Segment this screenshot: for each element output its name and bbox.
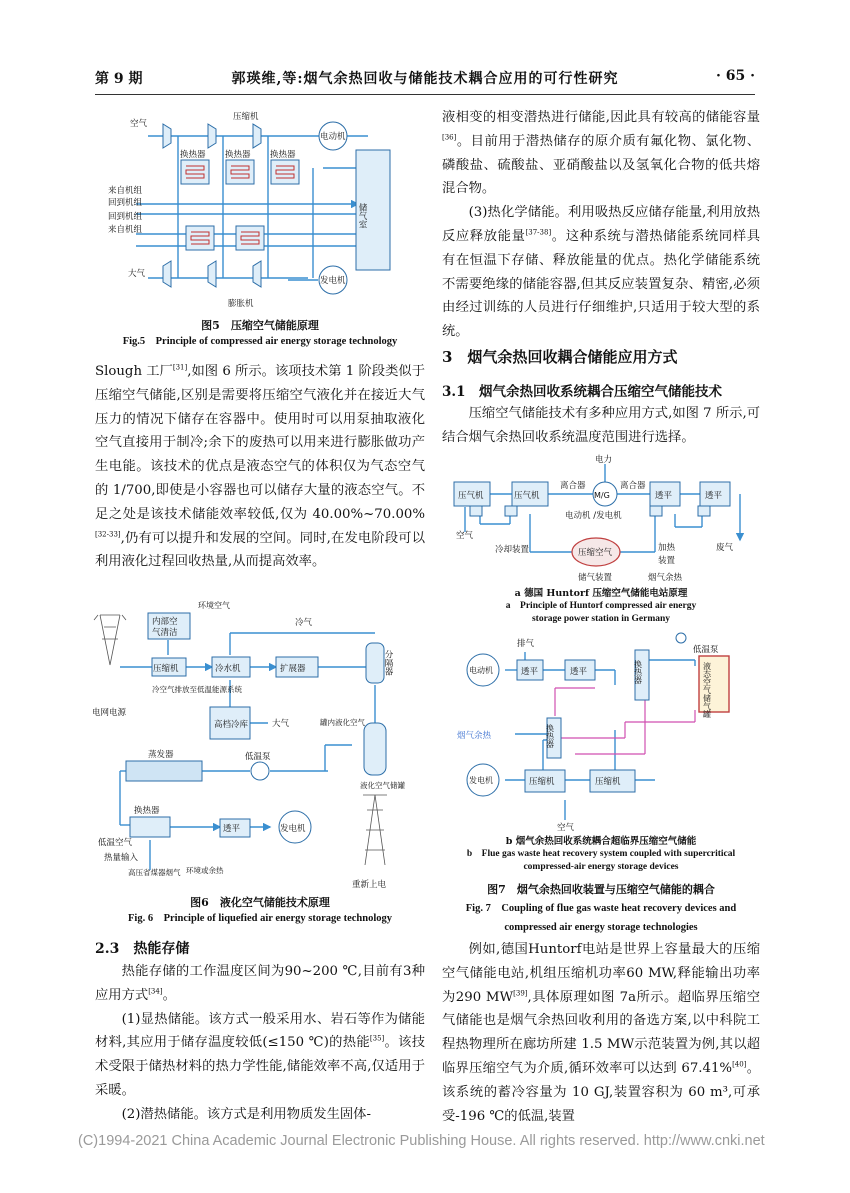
fig7-cap-en1: Fig. 7 Coupling of flue gas waste heat recovery devices and	[465, 903, 737, 914]
ref-36: [36]	[442, 133, 457, 142]
ref-34: [34]	[148, 987, 163, 996]
fig7b-gen-label: 发电机	[469, 776, 493, 785]
fig6-evap-label: 蒸发器	[148, 750, 174, 760]
section-3-1: 3.1 烟气余热回收系统耦合压缩空气储能技术	[442, 384, 722, 400]
fig6-cold-air-label: 冷气	[295, 618, 313, 628]
fig6-smoke-label: 高压省煤器烟气	[128, 868, 181, 877]
copyright-footer: (C)1994-2021 China Academic Journal Electronic Publishing House. All rights reserved. http://www.cnki.net	[78, 1133, 765, 1149]
lb-p2: (1)显热储能。该方式一般采用水、岩石等作为储能材料,其应用于储存温度较低(≤150 ℃)的热能	[95, 1011, 425, 1051]
fig6-caption-en: Fig. 6 Principle of liquefied air energy storage technology	[127, 913, 393, 924]
fig5-ret2-label: 回到机组	[108, 212, 143, 222]
left-paragraph	[95, 360, 425, 574]
fig7b-exhaust-label: 排气	[517, 639, 535, 649]
lb-p1end: 。	[162, 987, 176, 1003]
fig6-clean-label2: 气清洁	[152, 628, 178, 638]
fig6-regrid-label: 重新上电	[352, 880, 387, 890]
ref-31: [31]	[172, 363, 188, 372]
fig6-turb-label: 透平	[223, 824, 241, 834]
fig5-caption-cn: 图5 压缩空气储能原理	[201, 319, 319, 332]
section-2-3: 2.3 热能存储	[95, 941, 190, 957]
fig7a-c1-label: 压气机	[458, 491, 484, 501]
fig7a-caption	[442, 587, 760, 626]
fig5-ret1-label: 回到机组	[108, 198, 143, 208]
running-title: 郭瑛维,等:烟气余热回收与储能技术耦合应用的可行性研究	[231, 71, 619, 87]
fig7a-heatdev-label: 加热	[658, 543, 676, 553]
fig7b-hx2-label: 换热器	[545, 724, 555, 748]
fig6-heat-label: 热量输入	[104, 853, 139, 863]
fig5-diagram	[108, 108, 413, 313]
fig5-from1-label: 来自机组	[108, 186, 143, 196]
fig7b-comp1-label: 压缩机	[529, 777, 555, 787]
fig6-sep-label: 分隔器	[383, 650, 393, 676]
fig7a-mix1-label: 离合器	[560, 481, 586, 491]
fig7a-waste-label: 烟气余热	[648, 573, 683, 583]
fig7a-mg-label: M/G	[594, 491, 610, 500]
fig7b-cap-en1: b Flue gas waste heat recovery system coupled with supercritical	[466, 849, 736, 859]
fig6-atm-label: 大气	[272, 719, 290, 729]
fig7a-motorgen-label: 电动机 /发电机	[565, 511, 622, 521]
left-p1b: ,如图 6 所示。该项技术第 1 阶段类似于压缩空气储能,区别是需要将压缩空气液化并在接近大气压力的情况下储存在容器中。使用时可以用泵抽取液化空气直接用于制冷;余下的废热可以用来进行膨胀做功产生电能。该技术的优点是液态空气的体积仅为气态空气的 1/700,即使是小容器也可以储存大量的液态空气。不足之处是该技术储能效率较低,仅为 40.00%~70.00%	[95, 364, 425, 522]
fig7a-storedev-label: 储气装置	[578, 573, 613, 583]
fig5-caption	[95, 318, 425, 350]
fig7b-hx1-label: 换热器	[633, 660, 643, 684]
fig7b-lowpump-label: 低温泵	[693, 645, 719, 655]
fig5-motor-label: 电动机	[320, 132, 346, 142]
fig7b-diagram	[455, 630, 755, 835]
fig5-from2-label: 来自机组	[108, 225, 143, 235]
fig7b-motor-label: 电动机	[469, 666, 493, 675]
fig7a-air-label: 空气	[456, 531, 474, 541]
rb-p1: 例如,德国Huntorf电站是世界上容量最大的压缩空气储能电站,机组压缩机功率60 MW,释能输出功率为290 MW	[442, 942, 760, 1005]
fig7a-heatdev-label2: 装置	[658, 556, 676, 566]
fig5-gen-label: 发电机	[320, 276, 346, 286]
fig6-store-label: 高档冷库	[214, 720, 249, 730]
fig5-hx2-label: 换热器	[225, 150, 251, 160]
fig7b-cap-en2: compressed-air energy storage devices	[523, 862, 679, 872]
fig6-lowair-label: 低温空气	[98, 838, 133, 848]
fig5-expander-label: 膨胀机	[228, 299, 254, 309]
fig7-cap-en2: compressed air energy storage technologies	[504, 922, 698, 933]
fig6-caption-cn: 图6 液化空气储能技术原理	[190, 896, 330, 909]
fig7-cap-cn: 图7 烟气余热回收装置与压缩空气储能的耦合	[487, 883, 715, 896]
fig6-pump-label: 低温泵	[245, 752, 271, 762]
fig7b-waste-label: 烟气余热	[457, 731, 492, 741]
rt-p2: (3)热化学储能。利用吸热反应储存能量,利用放热反应释放能量	[442, 205, 760, 244]
fig7b-air-label: 空气	[557, 823, 575, 833]
rt-p1b: 。目前用于潜热储存的原介质有氟化物、氯化物、磷酸盐、硫酸盐、亚硝酸盐以及氢氧化合物的低共熔混合物。	[442, 133, 760, 197]
fig7b-t2-label: 透平	[570, 667, 588, 677]
lb-p2end: 。该技术受限于储热材料的热力学性能,储能效率不高,仅适用于采暖。	[95, 1035, 425, 1098]
fig5-storage-label: 储气室	[357, 203, 367, 229]
section-3: 3 烟气余热回收耦合储能应用方式	[442, 348, 678, 366]
right-bottom-text	[442, 938, 760, 1128]
right-top-text	[442, 106, 760, 344]
fig7a-flue-label: 废气	[716, 543, 734, 553]
left-bottom-text	[95, 960, 425, 1127]
fig6-env-air-label: 环境空气	[198, 601, 230, 610]
fig7a-t1-label: 透平	[655, 491, 673, 501]
ref-37-38: [37-38]	[525, 228, 552, 237]
header-rule	[95, 94, 755, 95]
issue-number: 第 9 期	[95, 71, 143, 87]
fig6-hx-label: 换热器	[134, 806, 160, 816]
rb-p1c: 。该系统的蓄冷容量为 10 GJ,装置容积为 60 m³,可承受-196 ℃的低温,装置	[442, 1060, 761, 1124]
ref-35: [35]	[369, 1034, 385, 1043]
fig6-chiller-label: 冷水机	[215, 664, 241, 674]
lb-p1: 热能存储的工作温度区间为90~200 ℃,目前有3种应用方式	[95, 964, 425, 1003]
fig6-env-waste-label: 环境或余热	[186, 866, 224, 875]
fig7a-power-label: 电力	[595, 455, 613, 465]
fig7a-c2-label: 压气机	[514, 491, 540, 501]
fig6-tank-in-label: 罐内液化空气	[320, 718, 365, 727]
fig7b-tank-label: 液态空气储气罐	[702, 662, 712, 718]
fig6-gen-label: 发电机	[280, 824, 306, 834]
fig6-caption	[95, 895, 425, 927]
fig7a-cap-en1: a Principle of Huntorf compressed air energy	[505, 601, 697, 611]
fig6-clean-label: 内部空	[152, 617, 178, 627]
ref-40: [40]	[732, 1060, 747, 1069]
rt-p3: 压缩空气储能技术有多种应用方式,如图 7 所示,可结合烟气余热回收系统温度范围进行选择。	[442, 406, 760, 445]
rt-p2b: 。这种系统与潜热储能系统同样具有在恒温下存储、释放能量的优点。热化学储能系统不需要绝缘的储能容器,但其反应装置复杂、精密,必须由经过训练的人员进行仔细维护,只适用于较大型的系统。	[442, 228, 761, 340]
fig7b-t1-label: 透平	[521, 667, 539, 677]
fig6-grid-label: 电网电源	[92, 708, 127, 718]
fig6-cold-discharge-label: 冷空气排放至低温能源系统	[152, 685, 242, 694]
fig7a-t2-label: 透平	[705, 491, 723, 501]
fig7a-mix2-label: 离合器	[620, 481, 646, 491]
fig5-air-label: 空气	[130, 119, 148, 129]
left-p1a: Slough 工厂	[95, 364, 173, 379]
fig5-atm-label: 大气	[128, 269, 146, 279]
ref-39: [39]	[513, 989, 528, 998]
fig7-caption	[442, 880, 760, 937]
fig6-comp-label: 压缩机	[153, 664, 179, 674]
right-intro	[442, 402, 760, 450]
rb-p1b: ,具体原理如图 7a所示。超临界压缩空气储能也是烟气余热回收利用的备选方案,以中科院工程热物理所在廊坊所建 1.5 MW示范装置为例,其以超临界压缩空气为介质,循环效率可以达到 67.41%	[442, 989, 761, 1076]
page-number: · 65 ·	[716, 68, 755, 84]
fig7b-caption	[442, 835, 760, 874]
fig6-expander-label: 扩展器	[280, 664, 306, 674]
fig7b-cap-cn: b 烟气余热回收系统耦合超临界压缩空气储能	[505, 836, 697, 847]
lb-p3: (2)潜热储能。该方式是利用物质发生固体-	[121, 1106, 371, 1122]
fig6-tank-label: 液化空气储罐	[360, 781, 405, 790]
fig7b-comp2-label: 压缩机	[595, 777, 621, 787]
fig6-diagram	[90, 595, 425, 900]
fig5-caption-en: Fig.5 Principle of compressed air energy storage technology	[122, 336, 398, 347]
fig7a-diagram	[450, 452, 750, 590]
running-header	[95, 68, 755, 90]
fig5-hx3-label: 换热器	[270, 150, 296, 160]
fig5-hx1-label: 换热器	[180, 150, 206, 160]
rt-p1: 液相变的相变潜热进行储能,因此具有较高的储能容量	[442, 110, 760, 125]
fig5-compressor-label: 压缩机	[233, 112, 259, 122]
left-p1c: ,仍有可以提升和发展的空间。同时,在发电阶段可以利用液化过程回收热量,从而提高效率。	[95, 530, 425, 570]
fig7a-cav-label: 压缩空气	[578, 548, 613, 558]
fig7a-cap-en2: storage power station in Germany	[531, 614, 671, 624]
fig7a-cap-cn: a 德国 Huntorf 压缩空气储能电站原理	[514, 588, 688, 599]
ref-32-33: [32-33]	[95, 530, 121, 539]
fig7a-cool-label: 冷却装置	[495, 545, 530, 555]
